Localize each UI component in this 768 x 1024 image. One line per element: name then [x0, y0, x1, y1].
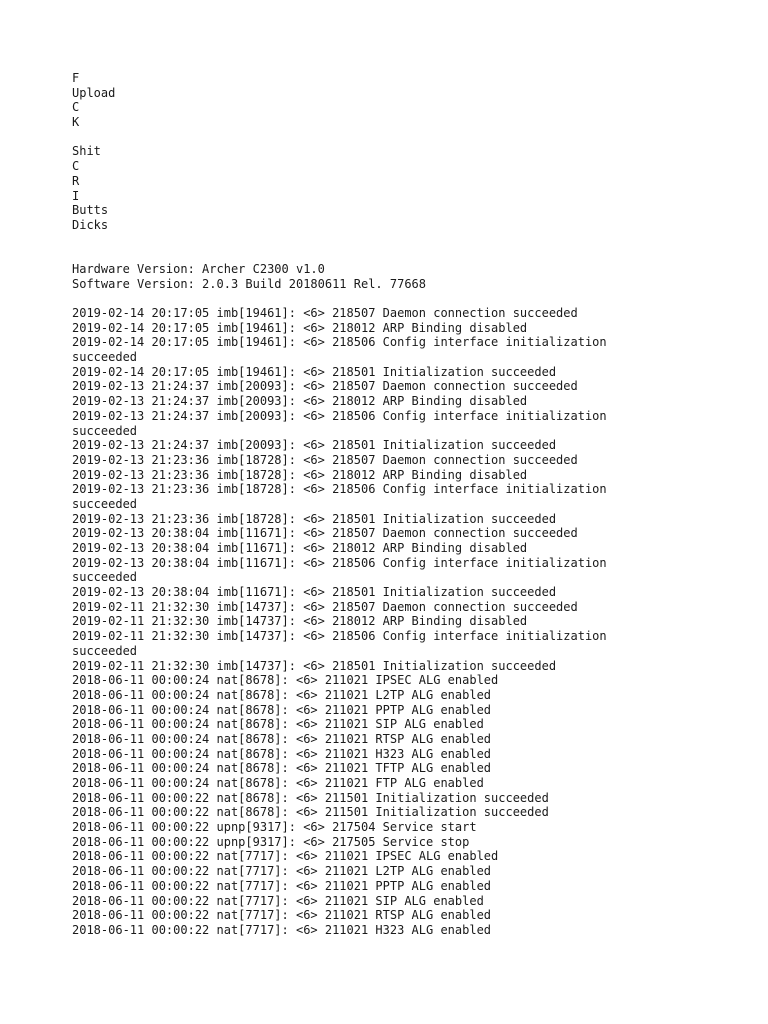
- log-line: 2019-02-13 21:23:36 imb[18728]: <6> 218501 Initialization succeeded: [72, 511, 557, 526]
- log-line: 2018-06-11 00:00:24 nat[8678]: <6> 211021 FTP ALG enabled: [72, 776, 484, 791]
- header-line: R: [72, 173, 80, 188]
- log-line: 2018-06-11 00:00:24 nat[8678]: <6> 211021 SIP ALG enabled: [72, 717, 484, 732]
- log-line: 2019-02-13 21:24:37 imb[20093]: <6> 218507 Daemon connection succeeded: [72, 379, 578, 394]
- log-line: 2018-06-11 00:00:24 nat[8678]: <6> 211021 TFTP ALG enabled: [72, 761, 492, 776]
- log-line: 2018-06-11 00:00:24 nat[8678]: <6> 211021 RTSP ALG enabled: [72, 731, 492, 746]
- log-line: 2019-02-13 20:38:04 imb[11671]: <6> 218507 Daemon connection succeeded: [72, 526, 578, 541]
- header-line: K: [72, 115, 80, 130]
- log-line: 2018-06-11 00:00:22 nat[7717]: <6> 211021 PPTP ALG enabled: [72, 878, 492, 893]
- log-line: 2019-02-14 20:17:05 imb[19461]: <6> 218506 Config interface initialization: [72, 335, 607, 350]
- log-line: 2018-06-11 00:00:22 nat[8678]: <6> 211501 Initialization succeeded: [72, 805, 549, 820]
- system-log: [72, 306, 752, 938]
- log-line: 2018-06-11 00:00:22 upnp[9317]: <6> 217504 Service start: [72, 820, 477, 835]
- header-line: F: [72, 71, 80, 85]
- log-line: 2019-02-13 21:23:36 imb[18728]: <6> 218012 ARP Binding disabled: [72, 467, 528, 482]
- log-line: succeeded: [72, 570, 138, 585]
- log-line: 2018-06-11 00:00:22 nat[7717]: <6> 211021 L2TP ALG enabled: [72, 864, 492, 879]
- log-line: 2018-06-11 00:00:24 nat[8678]: <6> 211021 IPSEC ALG enabled: [72, 673, 499, 688]
- log-line: 2019-02-13 21:23:36 imb[18728]: <6> 218506 Config interface initialization: [72, 482, 607, 497]
- software-version: Software Version: 2.0.3 Build 20180611 Rel. 77668: [72, 276, 427, 291]
- log-line: succeeded: [72, 350, 138, 365]
- log-line: 2018-06-11 00:00:22 nat[7717]: <6> 211021 IPSEC ALG enabled: [72, 849, 499, 864]
- log-line: 2018-06-11 00:00:22 nat[7717]: <6> 211021 SIP ALG enabled: [72, 893, 484, 908]
- log-line: 2019-02-14 20:17:05 imb[19461]: <6> 218507 Daemon connection succeeded: [72, 306, 578, 321]
- header-line: I: [72, 188, 80, 203]
- log-line: 2019-02-13 21:24:37 imb[20093]: <6> 218501 Initialization succeeded: [72, 438, 557, 453]
- header-line: C: [72, 159, 80, 174]
- log-line: 2019-02-11 21:32:30 imb[14737]: <6> 218506 Config interface initialization: [72, 629, 607, 644]
- log-line: 2018-06-11 00:00:22 nat[7717]: <6> 211021 RTSP ALG enabled: [72, 908, 492, 923]
- document-page: [72, 71, 752, 938]
- header-block: [72, 71, 752, 233]
- log-line: 2018-06-11 00:00:24 nat[8678]: <6> 211021 PPTP ALG enabled: [72, 702, 492, 717]
- header-line: Butts: [72, 203, 109, 218]
- header-line: C: [72, 100, 80, 115]
- log-line: succeeded: [72, 496, 138, 511]
- log-line: 2019-02-14 20:17:05 imb[19461]: <6> 218012 ARP Binding disabled: [72, 320, 528, 335]
- log-line: 2019-02-14 20:17:05 imb[19461]: <6> 218501 Initialization succeeded: [72, 364, 557, 379]
- log-line: 2019-02-11 21:32:30 imb[14737]: <6> 218501 Initialization succeeded: [72, 658, 557, 673]
- log-line: succeeded: [72, 643, 138, 658]
- log-line: 2019-02-13 21:24:37 imb[20093]: <6> 218506 Config interface initialization: [72, 408, 607, 423]
- log-line: 2018-06-11 00:00:22 upnp[9317]: <6> 217505 Service stop: [72, 834, 470, 849]
- header-line: Dicks: [72, 217, 109, 232]
- log-line: 2019-02-13 20:38:04 imb[11671]: <6> 218012 ARP Binding disabled: [72, 541, 528, 556]
- log-line: 2018-06-11 00:00:24 nat[8678]: <6> 211021 H323 ALG enabled: [72, 746, 492, 761]
- log-line: 2019-02-13 21:24:37 imb[20093]: <6> 218012 ARP Binding disabled: [72, 394, 528, 409]
- log-line: 2019-02-11 21:32:30 imb[14737]: <6> 218012 ARP Binding disabled: [72, 614, 528, 629]
- header-line: Shit: [72, 144, 101, 159]
- log-line: 2019-02-13 20:38:04 imb[11671]: <6> 218506 Config interface initialization: [72, 555, 607, 570]
- header-line: Upload: [72, 85, 116, 100]
- log-line: 2019-02-11 21:32:30 imb[14737]: <6> 218507 Daemon connection succeeded: [72, 599, 578, 614]
- log-line: 2018-06-11 00:00:22 nat[7717]: <6> 211021 H323 ALG enabled: [72, 922, 492, 937]
- log-line: 2019-02-13 20:38:04 imb[11671]: <6> 218501 Initialization succeeded: [72, 585, 557, 600]
- log-line: 2018-06-11 00:00:24 nat[8678]: <6> 211021 L2TP ALG enabled: [72, 687, 492, 702]
- header-line: [72, 130, 752, 145]
- log-line: succeeded: [72, 423, 138, 438]
- log-line: 2018-06-11 00:00:22 nat[8678]: <6> 211501 Initialization succeeded: [72, 790, 549, 805]
- hardware-version: Hardware Version: Archer C2300 v1.0: [72, 261, 325, 276]
- log-line: 2019-02-13 21:23:36 imb[18728]: <6> 218507 Daemon connection succeeded: [72, 452, 578, 467]
- version-block: [72, 262, 752, 291]
